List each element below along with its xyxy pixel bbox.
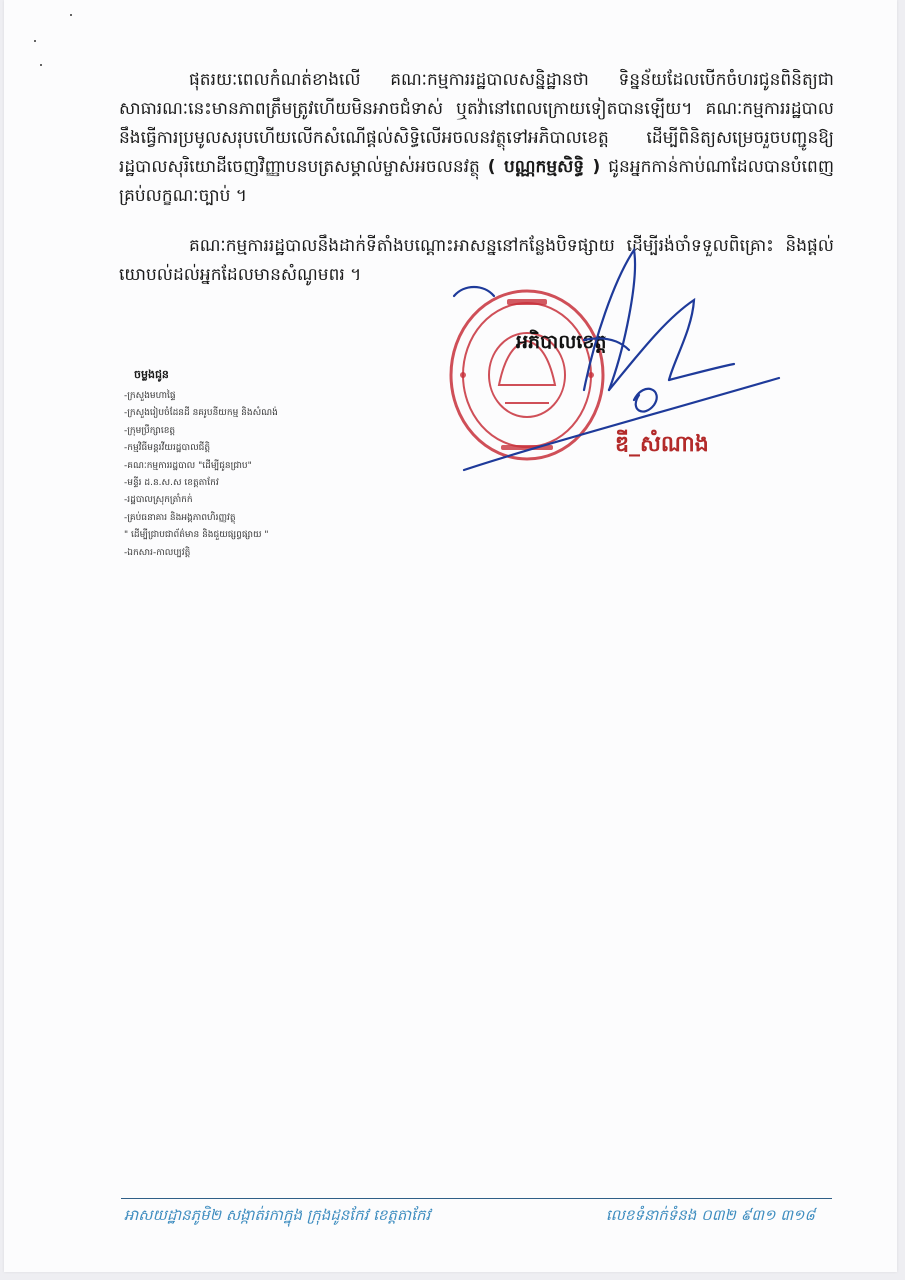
list-item: " ដើម្បីជ្រាបជាព័ត៌មាន និងជួយផ្សព្វផ្សាយ " — [124, 530, 269, 541]
list-item: -កម្មវិធីមន្តរវីយរដ្ឋបាលជីត្តិ — [124, 443, 211, 454]
copy-to-block — [124, 368, 374, 562]
paragraph-1-end: ជូនអ្នកកាន់កាប់ណាដែលបានបំពេញគ្រប់លក្ខណៈច្បាប់ ។ — [119, 157, 835, 206]
handwritten-signature — [434, 240, 794, 480]
list-item: -ឯកសារ-កាលប្បវត្តិ — [124, 547, 191, 558]
signatory-title: អភិបាលខេត្ត — [516, 331, 607, 353]
list-item: -ក្រសួងរៀបចំដែនដី នគរូបនីយកម្ម និងសំណង់ — [124, 408, 278, 419]
copy-to-heading: ចម្លងជូន — [134, 368, 169, 381]
list-item: -គណៈកម្មការរដ្ឋបាល "ដើម្បីជូនជ្រាប" — [124, 460, 252, 471]
document-page — [4, 0, 897, 1272]
land-title-label: ( បណ្ណកម្មសិទ្ធិ ) — [487, 157, 601, 177]
paragraph-2-text: គណៈកម្មការរដ្ឋបាលនឹងដាក់ទីតាំងបណ្តោះអាសន្ននៅកន្លែងបិទផ្សាយ ដើម្បីរង់ចាំទទួលពិគ្រោះ និងផ្តល់យោបល់ដល់អ្នកដែលមានសំណូមពរ ។ — [119, 236, 834, 285]
footer-address: អាសយដ្ឋានភូមិ២ សង្កាត់រកាក្នុង ក្រុងដូនកែវ ខេត្តតាកែវ — [124, 1206, 431, 1224]
list-item: -ក្រុមប្រឹក្សាខេត្ត — [124, 425, 176, 436]
list-item: -គ្រប់ធនាគារ និងអង្គភាពហិរញ្ញវត្ថុ — [124, 512, 236, 523]
footer-divider — [121, 1198, 832, 1199]
list-item: -ក្រសួងមហាផ្ទៃ — [124, 391, 176, 401]
copy-to-list — [124, 388, 374, 562]
footer-phone: លេខទំនាក់ទំនង ០៣២ ៩៣១ ៣១៨ — [605, 1206, 815, 1224]
list-item: -មន្ទីរ ដ.ន.ស.ស ខេត្តតាកែវ — [124, 478, 219, 489]
paragraph-1-text: ផុតរយៈពេលកំណត់ខាងលើ គណៈកម្មការរដ្ឋបាលសន្និដ្ឋានថា ទិន្នន័យដែលបើកចំហរជូនពិនិត្យជាសាធារណៈនេះមានភាពត្រឹមត្រូវហើយមិនអាចជំទាស់ ឬតវ៉ានៅពេលក្រោយទៀតបានឡើយ។ គណៈកម្មការរដ្ឋបាលនឹងធ្វើការប្រមូលសរុបហើយលើកសំណើផ្តល់សិទ្ធិលើអចលនវត្ថុទៅអភិបាលខេត្ត ដើម្បីពិនិត្យសម្រេចរួចបញ្ជូនឱ្យរដ្ឋបាលសុរិយោដីចេញវិញ្ញាបនបត្រសម្គាល់ម្ចាស់អចលនវត្ថុ — [119, 70, 834, 177]
paragraph-1 — [119, 66, 834, 211]
list-item: -រដ្ឋបាលស្រុកត្រាំកក់ — [124, 495, 193, 506]
signatory-name: ឌី_សំណាង — [615, 431, 709, 457]
